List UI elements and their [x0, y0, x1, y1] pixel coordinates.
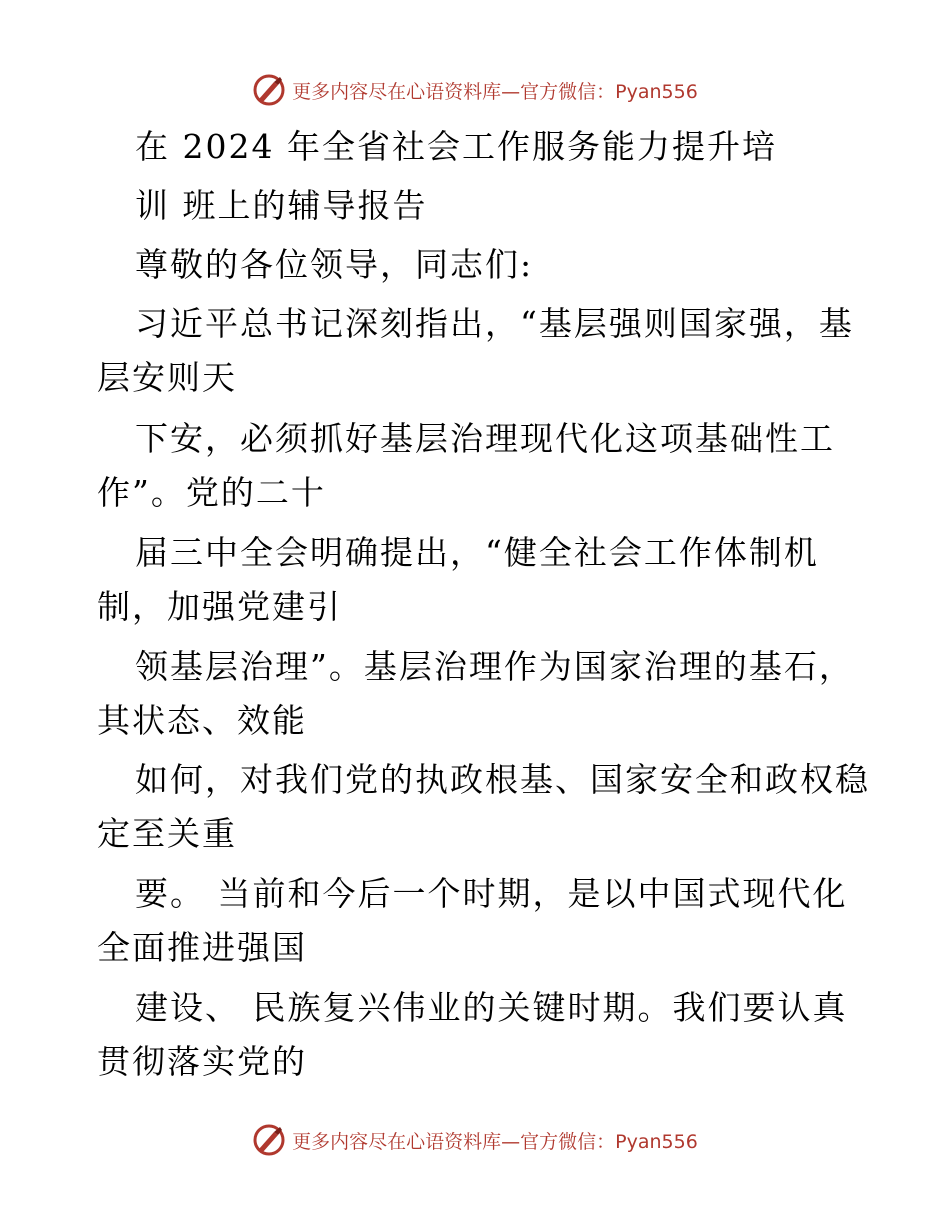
- body-line: 作”。党的二十: [97, 473, 326, 512]
- header-watermark: [0, 70, 950, 110]
- body-line: 定至关重: [97, 814, 237, 853]
- title-line-1: 在 2024 年全省社会工作服务能力提升培: [135, 127, 777, 166]
- title-line-2: 训 班上的辅导报告: [135, 186, 428, 225]
- body-line: 下安，必须抓好基层治理现代化这项基础性工: [135, 419, 835, 458]
- body-line: 贯彻落实党的: [97, 1042, 307, 1081]
- body-line: 要。 当前和今后一个时期，是以中国式现代化: [135, 874, 848, 913]
- pen-logo-icon: [252, 1123, 286, 1157]
- body-line: 如何，对我们党的执政根基、国家安全和政权稳: [135, 760, 870, 799]
- body-line: 其状态、效能: [97, 701, 307, 740]
- body-line: 习近平总书记深刻指出，“基层强则国家强，基: [135, 304, 854, 343]
- body-line: 领基层治理”。基层治理作为国家治理的基石，: [135, 647, 854, 686]
- body-line: 制，加强党建引: [97, 587, 342, 626]
- body-line: 建设、 民族复兴伟业的关键时期。我们要认真: [135, 988, 848, 1027]
- salutation: 尊敬的各位领导，同志们:: [135, 245, 534, 284]
- pen-logo-icon: [252, 73, 286, 107]
- header-watermark-text: 更多内容尽在心语资料库—官方微信：Pyan556: [292, 80, 698, 103]
- footer-watermark: [0, 1120, 950, 1160]
- body-line: 全面推进强国: [97, 928, 307, 967]
- body-line: 届三中全会明确提出，“健全社会工作体制机: [135, 533, 819, 572]
- body-line: 层安则天: [97, 358, 237, 397]
- footer-watermark-text: 更多内容尽在心语资料库—官方微信：Pyan556: [292, 1130, 698, 1153]
